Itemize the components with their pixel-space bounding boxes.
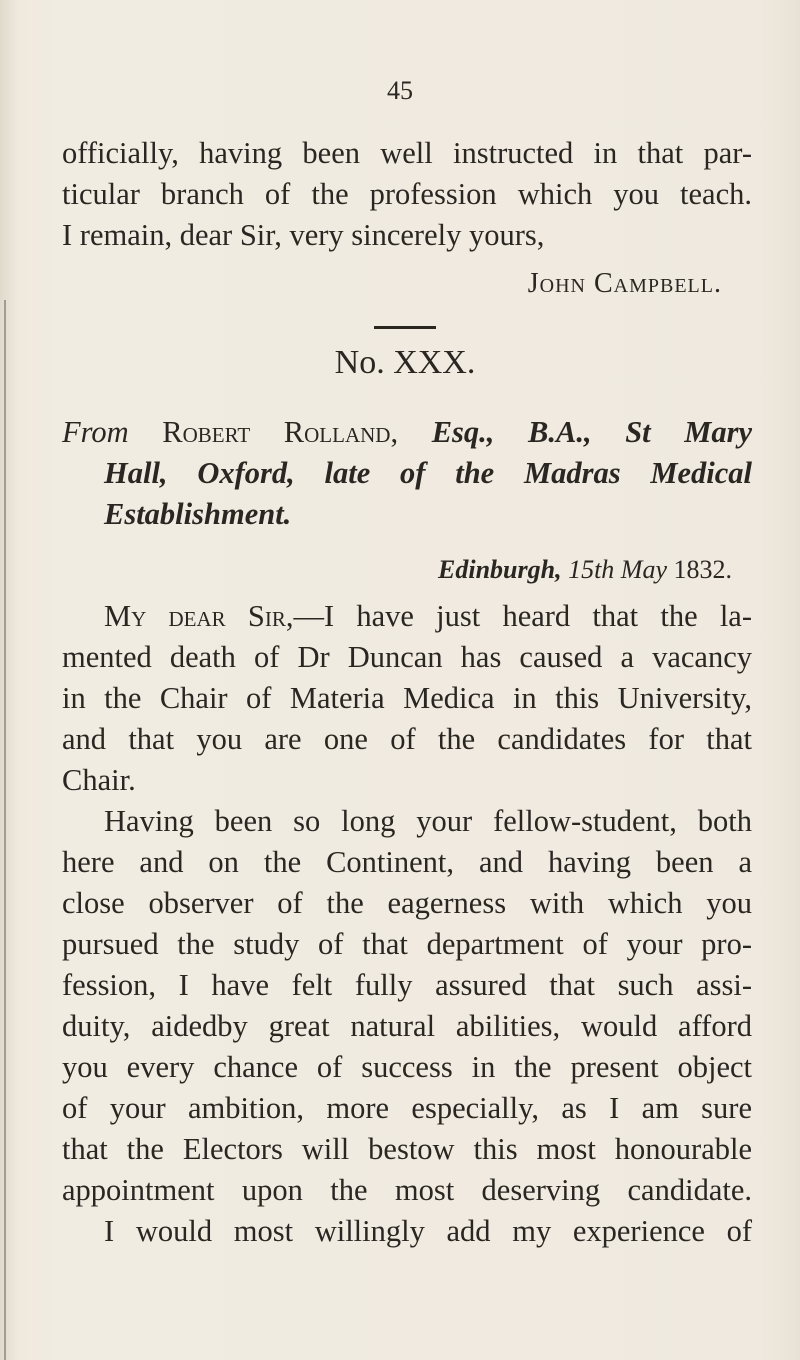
body-line: appointment upon the most deserving candidate. xyxy=(62,1173,752,1207)
heading-late: late of the Madras Medical xyxy=(324,456,753,490)
heading-establishment: Establishment. xyxy=(104,497,292,531)
body-line: of your ambition, more especially, as I am sure xyxy=(62,1091,752,1125)
body-line xyxy=(104,596,752,636)
letter-heading-line-3 xyxy=(104,494,752,534)
salutation: My dear Sir, xyxy=(104,599,294,633)
letter-number: No. XXX. xyxy=(334,344,476,381)
page-binding-edge xyxy=(4,300,6,1360)
body-line: Having been so long your fellow-student, both xyxy=(104,804,752,838)
section-divider xyxy=(374,326,436,329)
dateline-place: Edinburgh, xyxy=(438,555,562,584)
body-line: that the Electors will bestow this most honourable xyxy=(62,1132,752,1166)
body-line: you every chance of success in the present object xyxy=(62,1050,752,1084)
dateline-day: 15th May xyxy=(568,555,667,584)
heading-from: From xyxy=(62,415,129,449)
text-line: officially, having been well instructed in that par- xyxy=(62,136,752,170)
body-line: fession, I have felt fully assured that such assi- xyxy=(62,968,752,1002)
body-line: in the Chair of Materia Medica in this University, xyxy=(62,681,752,715)
heading-hall: Hall, xyxy=(104,456,168,490)
heading-esq: Esq., xyxy=(431,415,495,449)
heading-oxford: Oxford, xyxy=(197,456,295,490)
signature-john-campbell: John Campbell. xyxy=(527,268,722,299)
text-line: I remain, dear Sir, very sincerely yours, xyxy=(62,218,545,252)
heading-ba: B.A., xyxy=(528,415,592,449)
body-line: mented death of Dr Duncan has caused a vacancy xyxy=(62,640,752,674)
body-line: I would most willingly add my experience of xyxy=(104,1214,752,1248)
body-line: pursued the study of that department of your pro- xyxy=(62,927,752,961)
letter-heading-line-2 xyxy=(104,453,752,493)
body-line: here and on the Continent, and having been a xyxy=(62,845,752,879)
letter-dateline xyxy=(438,555,732,585)
body-line-text: —I have just heard that the la- xyxy=(293,599,752,633)
page-number: 45 xyxy=(387,76,413,105)
heading-author: Robert Rolland, xyxy=(162,415,399,449)
body-line: close observer of the eagerness with which you xyxy=(62,886,752,920)
heading-st-mary: St Mary xyxy=(625,415,753,449)
body-line: duity, aidedby great natural abilities, would afford xyxy=(62,1009,752,1043)
body-line: Chair. xyxy=(62,763,136,797)
letter-heading-line-1 xyxy=(62,412,752,452)
dateline-year: 1832. xyxy=(673,555,732,584)
body-line: and that you are one of the candidates for that xyxy=(62,722,752,756)
text-line: ticular branch of the profession which you teach. xyxy=(62,177,752,211)
